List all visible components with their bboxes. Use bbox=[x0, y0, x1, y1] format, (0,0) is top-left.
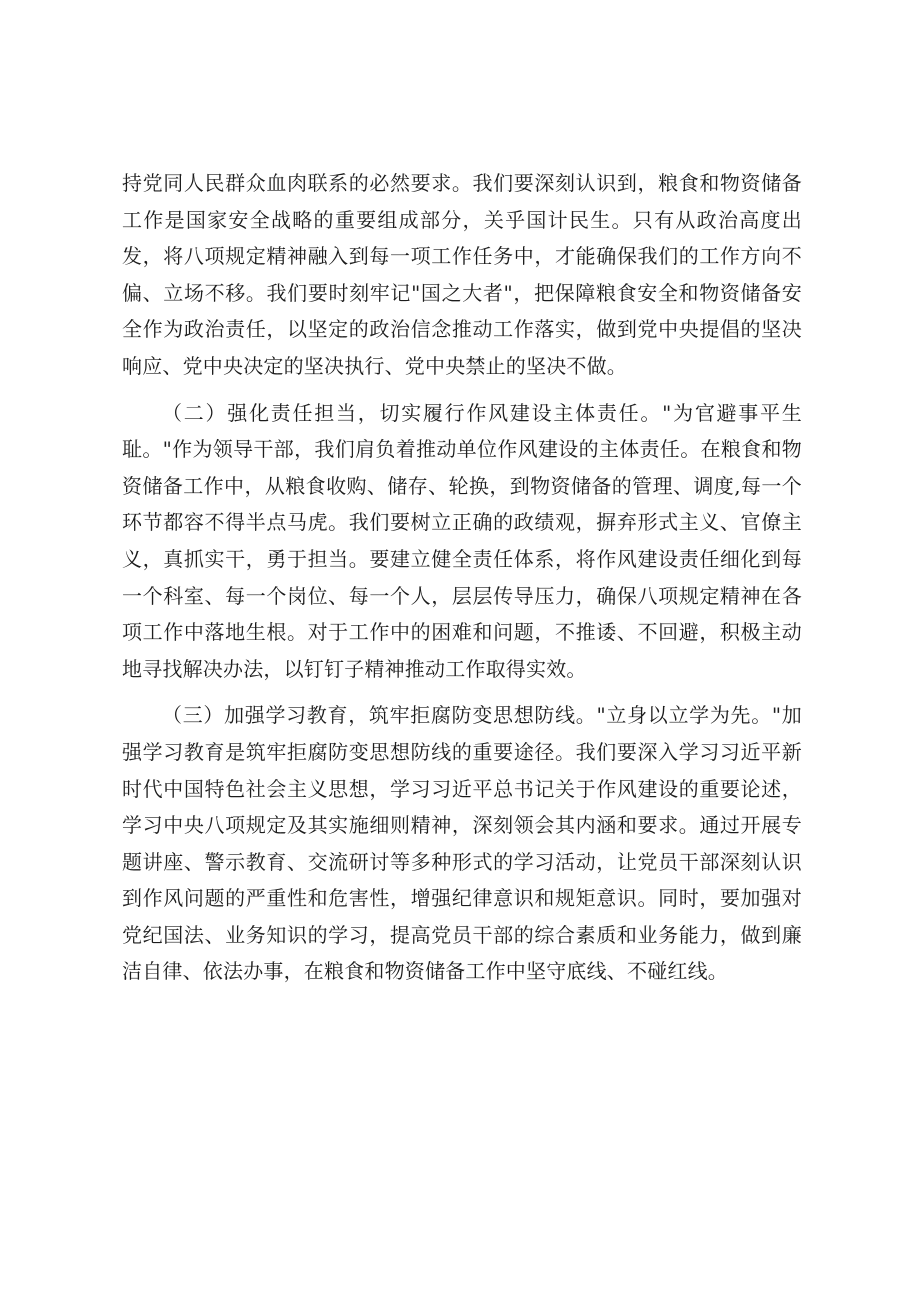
paragraph-section-3: （三）加强学习教育，筑牢拒腐防变思想防线。"立身以立学为先。"加强学习教育是筑牢拒腐防变思想防线的重要途径。我们要深入学习习近平新时代中国特色社会主义思想，学习习近平总书记关于作风建设的重要论述，学习中央八项规定及其实施细则精神，深刻领会其内涵和要求。通过开展专题讲座、警示教育、交流研讨等多种形式的学习活动，让党员干部深刻认识到作风问题的严重性和危害性，增强纪律意识和规矩意识。同时，要加强对党纪国法、业务知识的学习，提高党员干部的综合素质和业务能力，做到廉洁自律、依法办事，在粮食和物资储备工作中坚守底线、不碰红线。 bbox=[122, 703, 802, 984]
paragraph-continued: 持党同人民群众血肉联系的必然要求。我们要深刻认识到，粮食和物资储备工作是国家安全战略的重要组成部分，关乎国计民生。只有从政治高度出发，将八项规定精神融入到每一项工作任务中，才能确保我们的工作方向不偏、立场不移。我们要时刻牢记"国之大者"，把保障粮食安全和物资储备安全作为政治责任，以坚定的政治信念推动工作落实，做到党中央提倡的坚决响应、党中央决定的坚决执行、党中央禁止的坚决不做。 bbox=[122, 171, 802, 378]
document-body bbox=[122, 165, 802, 1000]
paragraph-section-2: （二）强化责任担当，切实履行作风建设主体责任。"为官避事平生耻。"作为领导干部，我们肩负着推动单位作风建设的主体责任。在粮食和物资储备工作中，从粮食收购、储存、轮换，到物资储备的管理、调度,每一个环节都容不得半点马虎。我们要树立正确的政绩观，摒弃形式主义、官僚主义，真抓实干，勇于担当。要建立健全责任体系，将作风建设责任细化到每一个科室、每一个岗位、每一个人，层层传导压力，确保八项规定精神在各项工作中落地生根。对于工作中的困难和问题，不推诿、不回避，积极主动地寻找解决办法，以钉钉子精神推动工作取得实效。 bbox=[122, 400, 802, 681]
